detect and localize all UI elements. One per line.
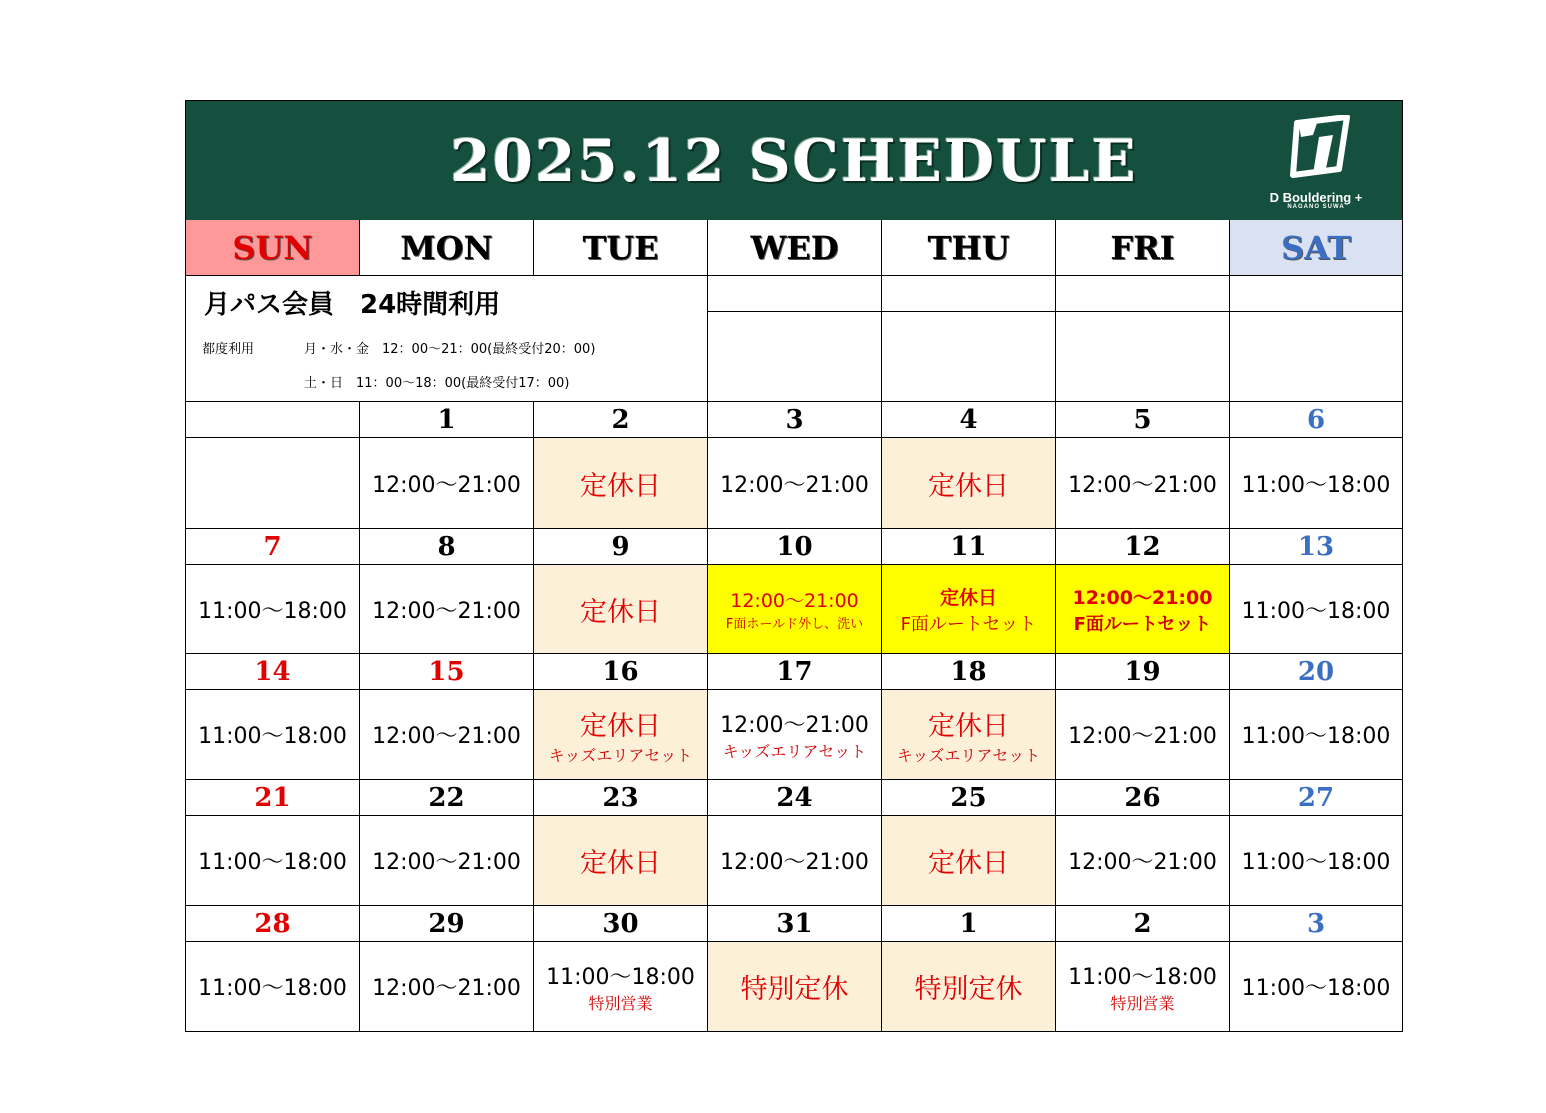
date-number: 18 [950,656,987,687]
date-number: 30 [602,908,639,939]
day-schedule-cell [1230,942,1403,1032]
day-schedule-cell [360,816,534,906]
closed-label: 特別定休 [914,974,1023,1005]
opening-hours: 12:00～21:00 [720,712,869,738]
day-schedule-cell [708,690,882,780]
day-schedule-cell [882,816,1056,906]
closed-label: 定休日 [928,848,1009,879]
weekday-header [534,220,708,276]
date-cell [1056,906,1230,942]
weekday-header [1230,220,1403,276]
cell-note: 特別営業 [1110,993,1175,1013]
schedule-sheet [185,100,1403,1032]
day-schedule-cell [360,942,534,1032]
notice-box [186,276,708,402]
weekday-header [360,220,534,276]
date-number: 11 [950,531,987,562]
date-cell [534,906,708,942]
day-schedule-cell [360,690,534,780]
date-number: 15 [428,656,465,687]
day-schedule-cell [186,690,360,780]
date-number: 13 [1297,531,1335,562]
opening-hours: 12:00～21:00 [720,850,869,875]
date-cell [360,529,534,565]
day-schedule-cell [708,565,882,654]
opening-hours: 12:00～21:00 [372,724,521,749]
date-cell [708,402,882,438]
date-cell [360,654,534,690]
closed-label: 特別定休 [740,974,849,1005]
opening-hours: 11:00～18:00 [198,598,347,624]
opening-hours: 11:00～18:00 [546,964,695,990]
logo-mark-icon [1289,115,1351,181]
day-schedule-cell [360,565,534,654]
date-number: 22 [428,782,465,813]
empty-cell [708,312,882,402]
empty-cell [708,276,882,312]
date-cell [708,780,882,816]
cell-note: F面ホールド外し、洗い [725,617,864,632]
date-number: 2 [611,404,630,435]
closed-label: 定休日 [580,596,661,628]
logo-name: D Bouldering + [1269,190,1363,205]
date-cell [534,529,708,565]
day-schedule-cell [360,438,534,529]
weekday-header [186,220,360,276]
opening-hours: 12:00～21:00 [730,590,859,612]
day-schedule-cell [186,438,360,529]
date-cell [534,780,708,816]
day-schedule-cell [882,942,1056,1032]
date-cell [882,402,1056,438]
date-cell [882,654,1056,690]
date-number: 21 [254,782,291,813]
day-schedule-cell [1056,565,1230,654]
weekday-header [882,220,1056,276]
date-cell [186,402,360,438]
opening-hours: 12:00～21:00 [372,850,521,875]
date-number: 1 [959,908,978,939]
date-cell [360,402,534,438]
opening-hours: 11:00～18:00 [1068,964,1217,990]
opening-hours: 11:00～18:00 [1241,850,1391,875]
notice-weekday-hours: 月・水・金 12：00～21：00(最終受付20：00) [304,342,596,357]
weekday-header [1056,220,1230,276]
date-cell [1230,780,1403,816]
weekday-header [708,220,882,276]
weekday-label: SUN [232,228,313,267]
date-number: 12 [1124,531,1161,562]
date-cell [186,529,360,565]
day-schedule-cell [882,690,1056,780]
date-number: 7 [263,531,282,562]
day-schedule-cell [882,438,1056,529]
opening-hours: 12:00～21:00 [1072,586,1213,609]
day-schedule-cell [1230,438,1403,529]
day-schedule-cell [534,816,708,906]
closed-label: 定休日 [939,586,997,609]
opening-hours: 12:00～21:00 [1068,850,1217,875]
day-schedule-cell [1056,942,1230,1032]
date-number: 5 [1133,404,1152,435]
date-number: 24 [776,782,813,813]
day-schedule-cell [708,942,882,1032]
date-number: 1 [437,404,456,435]
closed-label: 定休日 [580,710,661,742]
date-cell [1056,529,1230,565]
opening-hours: 12:00～21:00 [1068,472,1217,498]
day-schedule-cell [186,942,360,1032]
weekday-label: TUE [582,228,659,267]
day-schedule-cell [708,438,882,529]
date-number: 19 [1124,656,1161,687]
date-number: 17 [776,656,813,687]
date-cell [534,654,708,690]
date-cell [1230,402,1403,438]
closed-label: 定休日 [580,470,661,502]
page-title: 2025.12 SCHEDULE [450,127,1138,195]
date-number: 27 [1297,782,1335,813]
opening-hours: 12:00～21:00 [372,598,521,624]
empty-cell [882,276,1056,312]
logo-subtitle: NAGANO SUWA [1287,204,1345,210]
header-bar [186,101,1402,220]
date-cell [1056,654,1230,690]
day-schedule-cell [534,438,708,529]
date-cell [1056,402,1230,438]
closed-label: 定休日 [928,470,1009,502]
date-cell [186,906,360,942]
day-schedule-cell [1230,816,1403,906]
brand-logo [1251,111,1381,211]
date-number: 4 [959,404,978,435]
empty-cell [1230,312,1403,402]
date-number: 8 [437,531,456,562]
opening-hours: 12:00～21:00 [720,472,869,498]
cell-note: 特別営業 [588,993,653,1013]
date-cell [1230,529,1403,565]
day-schedule-cell [1230,690,1403,780]
opening-hours: 11:00～18:00 [1241,724,1391,749]
day-schedule-cell [186,565,360,654]
day-schedule-cell [882,565,1056,654]
date-cell [882,780,1056,816]
notice-title: 月パス会員 24時間利用 [204,290,501,320]
opening-hours: 11:00～18:00 [1241,976,1391,1001]
date-number: 2 [1133,908,1152,939]
date-cell [708,906,882,942]
date-number: 28 [254,908,291,939]
date-number: 16 [602,656,639,687]
empty-cell [1230,276,1403,312]
empty-cell [882,312,1056,402]
day-schedule-cell [186,816,360,906]
day-schedule-cell [1230,565,1403,654]
date-cell [882,529,1056,565]
day-schedule-cell [534,942,708,1032]
opening-hours: 11:00～18:00 [198,850,347,875]
weekday-label: SAT [1281,228,1351,267]
notice-weekend-hours: 土・日 11：00～18：00(最終受付17：00) [304,376,570,391]
opening-hours: 12:00～21:00 [372,472,521,498]
day-schedule-cell [1056,690,1230,780]
weekday-label: WED [750,228,839,267]
date-number: 3 [1306,908,1326,939]
date-cell [708,529,882,565]
opening-hours: 12:00～21:00 [1068,724,1217,749]
date-cell [186,654,360,690]
day-schedule-cell [708,816,882,906]
opening-hours: 11:00～18:00 [198,724,347,749]
date-cell [882,906,1056,942]
date-cell [1230,906,1403,942]
date-number: 3 [785,404,804,435]
cell-note: キッズエリアセット [722,741,867,761]
date-cell [1230,654,1403,690]
empty-cell [1056,312,1230,402]
date-cell [708,654,882,690]
closed-label: 定休日 [580,848,661,879]
day-schedule-cell [1056,816,1230,906]
date-number: 20 [1297,656,1335,687]
weekday-label: MON [400,228,493,267]
date-number: 9 [611,531,630,562]
day-schedule-cell [534,690,708,780]
date-number: 6 [1306,404,1326,435]
cell-note: F面ルートセット [900,613,1037,635]
date-cell [1056,780,1230,816]
date-number: 29 [428,908,465,939]
cell-note: F面ルートセット [1073,613,1212,635]
weekday-label: THU [927,228,1010,267]
date-cell [360,906,534,942]
empty-cell [1056,276,1230,312]
opening-hours: 12:00～21:00 [372,976,521,1001]
closed-label: 定休日 [928,710,1009,742]
date-number: 25 [950,782,987,813]
date-number: 10 [776,531,813,562]
opening-hours: 11:00～18:00 [198,976,347,1001]
date-number: 23 [602,782,639,813]
date-cell [534,402,708,438]
day-schedule-cell [1056,438,1230,529]
date-number: 26 [1124,782,1161,813]
date-number: 14 [254,656,291,687]
opening-hours: 11:00～18:00 [1241,472,1391,498]
date-cell [186,780,360,816]
weekday-label: FRI [1110,228,1175,267]
cell-note: キッズエリアセット [548,745,693,765]
cell-note: キッズエリアセット [896,745,1041,765]
day-schedule-cell [534,565,708,654]
opening-hours: 11:00～18:00 [1241,598,1391,624]
date-number: 31 [776,908,813,939]
date-cell [360,780,534,816]
notice-visit-label: 都度利用 [202,342,255,357]
